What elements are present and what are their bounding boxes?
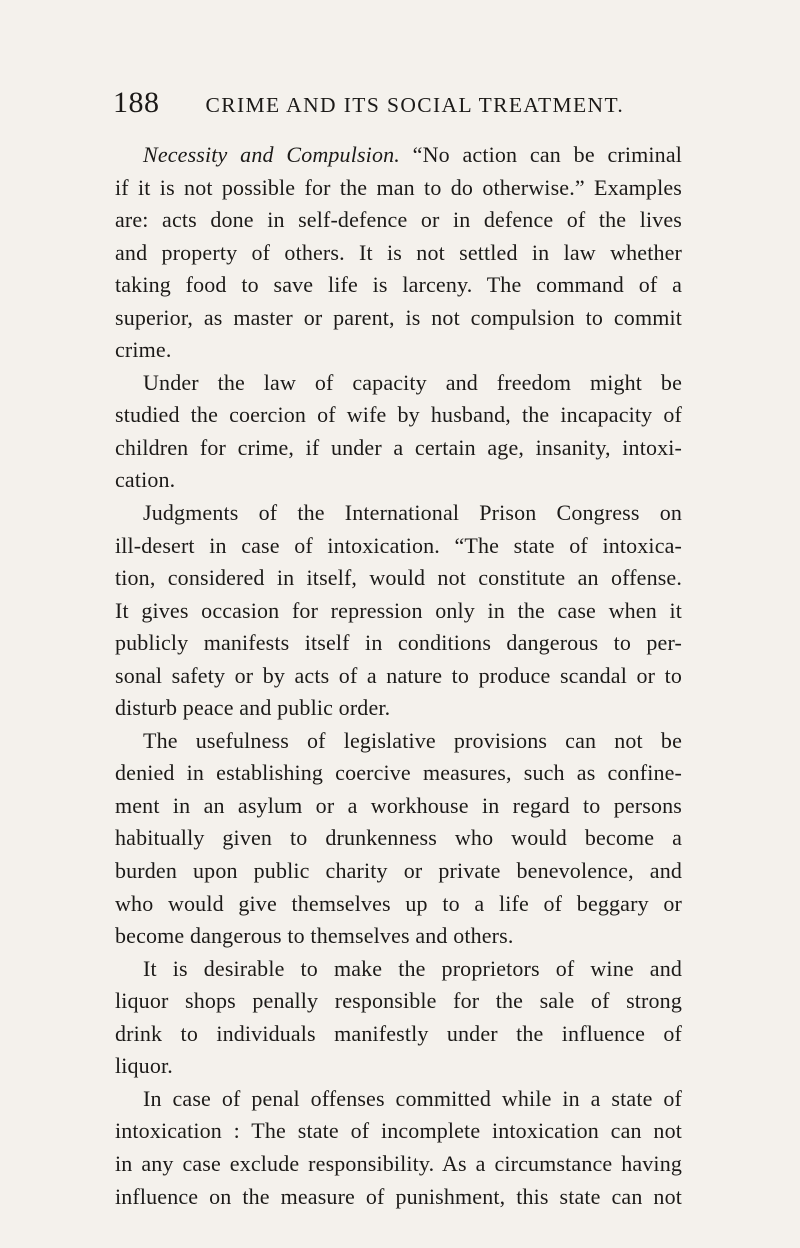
text-line: drink to individuals manifestly under the influence of [115, 1020, 682, 1046]
text-line: denied in establishing coercive measures, such as confine- [115, 760, 682, 786]
page-number: 188 [113, 86, 160, 119]
text-line: liquor. [115, 1053, 173, 1079]
text-line: Under the law of capacity and freedom might be [143, 369, 682, 395]
text-line: crime. [115, 337, 172, 363]
text-line: Judgments of the International Prison Congress on [143, 500, 682, 526]
text-line: are: acts done in self-defence or in defence of the lives [115, 207, 682, 233]
text-line: habitually given to drunkenness who would become a [115, 825, 682, 851]
text-line: tion, considered in itself, would not constitute an offense. [115, 565, 682, 591]
text-line: ill-desert in case of intoxication. “The state of intoxica- [115, 532, 682, 558]
text-line [115, 139, 682, 172]
text-line: ment in an asylum or a workhouse in regard to persons [115, 792, 682, 818]
text-line-rest: “No action can be criminal [399, 142, 682, 167]
text-line: who would give themselves up to a life of beggary or [115, 890, 682, 916]
text-line: children for crime, if under a certain age, insanity, intoxi- [115, 434, 682, 460]
text-line: disturb peace and public order. [115, 695, 391, 721]
text-line: studied the coercion of wife by husband, the incapacity of [115, 402, 682, 428]
text-line: sonal safety or by acts of a nature to produce scandal or to [115, 662, 682, 688]
text-line: The usefulness of legislative provisions can not be [143, 727, 682, 753]
text-line: if it is not possible for the man to do otherwise.” Examples [115, 174, 682, 200]
running-title: CRIME AND ITS SOCIAL TREATMENT. [205, 93, 625, 117]
text-line: influence on the measure of punishment, this state can not [115, 1183, 682, 1209]
text-line: In case of penal offenses committed while in a state of [143, 1085, 682, 1111]
text-line: taking food to save life is larceny. The command of a [115, 272, 682, 298]
body-text [115, 139, 682, 1213]
text-line: It gives occasion for repression only in the case when it [115, 597, 682, 623]
section-heading-italic: Necessity and Compulsion. [143, 142, 400, 167]
running-head [113, 86, 693, 126]
text-line: become dangerous to themselves and others. [115, 923, 514, 949]
text-line: publicly manifests itself in conditions dangerous to per- [115, 630, 682, 656]
text-line: liquor shops penally responsible for the sale of strong [115, 988, 682, 1014]
text-line: in any case exclude responsibility. As a circumstance having [115, 1150, 682, 1176]
text-line: and property of others. It is not settled in law whether [115, 239, 682, 265]
text-line: intoxication : The state of incomplete intoxication can not [115, 1118, 682, 1144]
text-line: burden upon public charity or private benevolence, and [115, 858, 682, 884]
text-line: It is desirable to make the proprietors of wine and [143, 955, 682, 981]
text-line: superior, as master or parent, is not compulsion to commit [115, 304, 682, 330]
text-line: cation. [115, 467, 176, 493]
